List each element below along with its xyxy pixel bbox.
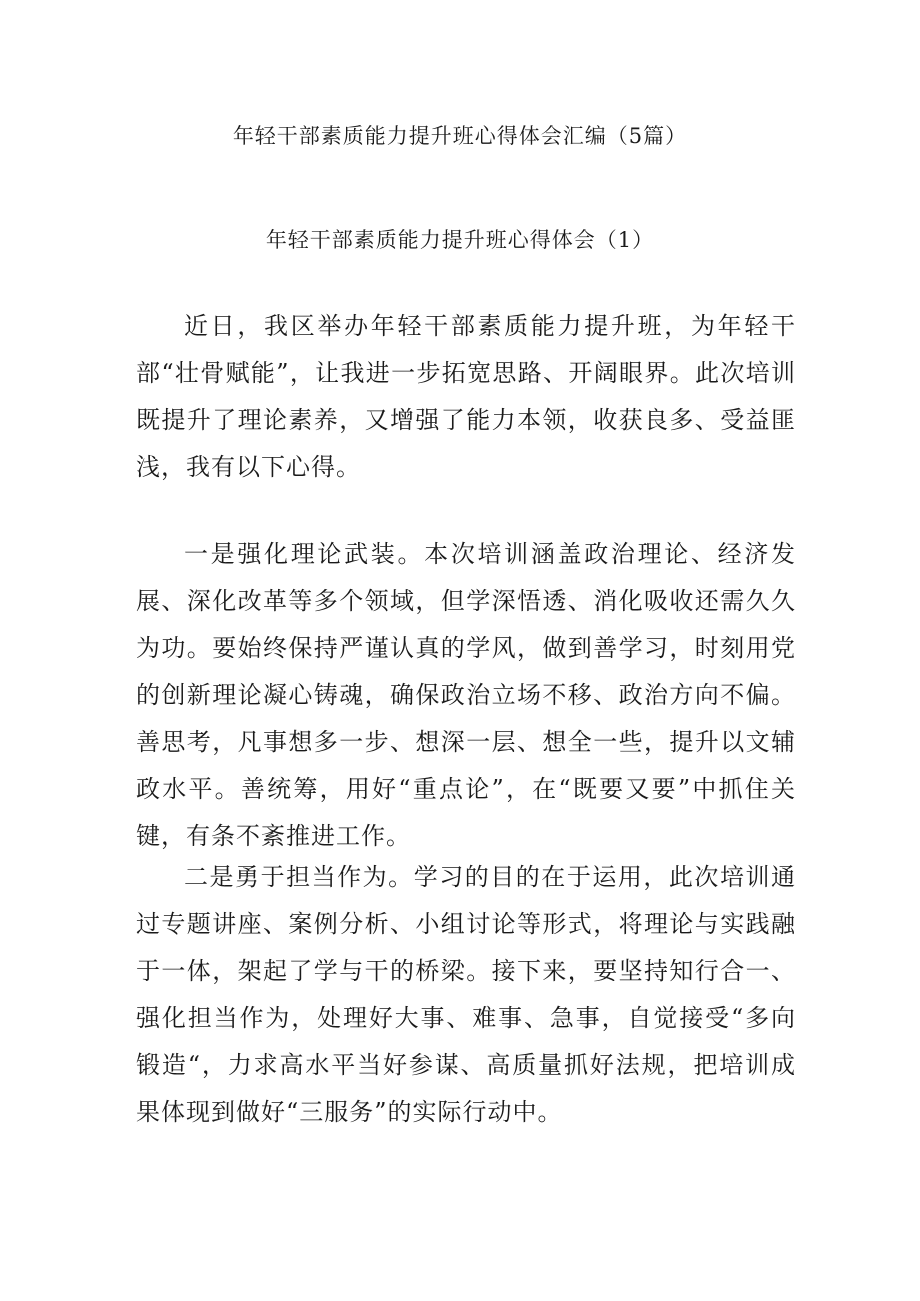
paragraph-responsibility: 二是勇于担当作为。学习的目的在于运用，此次培训通过专题讲座、案例分析、小组讨论等形式，将理论与实践融于一体，架起了学与干的桥梁。接下来，要坚持知行合一、强化担当作为，处理好大事、难事、急事，自觉接受“多向锻造“，力求高水平当好参谋、高质量抓好法规，把培训成果体现到做好“三服务”的实际行动中。 [136, 863, 796, 1126]
paragraph-theory: 一是强化理论武装。本次培训涵盖政治理论、经济发展、深化改革等多个领域，但学深悟透、消化吸收还需久久为功。要始终保持严谨认真的学风，做到善学习，时刻用党的创新理论凝心铸魂，确保政治立场不移、政治方向不偏。善思考，凡事想多一步、想深一层、想全一些，提升以文辅政水平。善统筹，用好“重点论”，在“既要又要”中抓住关键，有条不紊推进工作。 [136, 540, 796, 850]
paragraph-intro: 近日，我区举办年轻干部素质能力提升班，为年轻干部“壮骨赋能”，让我进一步拓宽思路、开阔眼界。此次培训既提升了理论素养，又增强了能力本领，收获良多、受益匪浅，我有以下心得。 [136, 312, 796, 481]
section-title: 年轻干部素质能力提升班心得体会（1） [265, 228, 655, 252]
document-title: 年轻干部素质能力提升班心得体会汇编（5篇） [232, 124, 688, 148]
